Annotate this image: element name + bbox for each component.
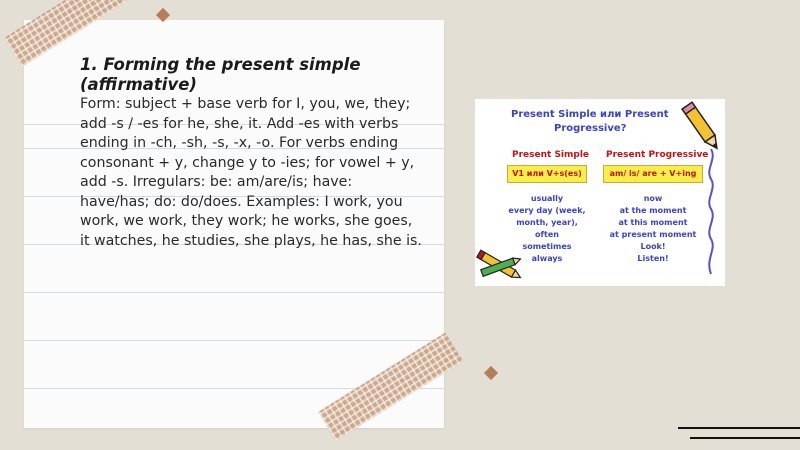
- present-progressive-markers: [603, 193, 703, 265]
- grammar-picture: [475, 99, 725, 286]
- present-simple-heading: Present Simple: [512, 150, 590, 160]
- decorative-line: [678, 427, 800, 429]
- picture-title-line-1: Present Simple или Present: [511, 109, 669, 120]
- paper-rule-line: [24, 292, 444, 293]
- squiggle-line-icon: [701, 149, 723, 279]
- pencil-icon: [680, 97, 725, 157]
- paper-rule-line: [24, 340, 444, 341]
- present-progressive-formula: am/ is/ are + V+ing: [603, 165, 703, 183]
- tape-end-mark: [484, 366, 498, 380]
- list-item: Look!: [640, 242, 666, 251]
- slide-body-text: Form: subject + base verb for I, you, we, they; add -s / -es for he, she, it. Add -es with verbs ending in -ch, -sh, -s, -x, -o. For verbs ending consonant + y, change y to -ies; for vowel + y, add -s. Irregulars: be: am/are/is; have: have/has; do: do/does. Examples: I work, you work, we work, they work; he works, she goes, it watches, he studies, she plays, he has, she is.: [80, 96, 422, 249]
- list-item: every day (week,: [508, 206, 586, 215]
- decorative-line: [690, 437, 800, 439]
- list-item: usually: [530, 194, 564, 203]
- picture-title-line-2: Progressive?: [554, 123, 627, 134]
- list-item: at present moment: [609, 230, 697, 239]
- present-progressive-heading: Present Progressive: [606, 150, 709, 160]
- list-item: at the moment: [619, 206, 687, 215]
- list-item: now: [643, 194, 663, 203]
- list-item: at this moment: [618, 218, 688, 227]
- present-simple-formula: V1 или V+s(es): [507, 165, 587, 183]
- list-item: Listen!: [637, 254, 669, 263]
- crossed-pencils-icon: [473, 247, 528, 287]
- list-item: often: [535, 230, 559, 239]
- list-item: month, year),: [516, 218, 578, 227]
- list-item: sometimes: [522, 242, 572, 251]
- list-item: always: [531, 254, 563, 263]
- slide-heading: 1. Forming the present simple (affirmative): [80, 55, 361, 94]
